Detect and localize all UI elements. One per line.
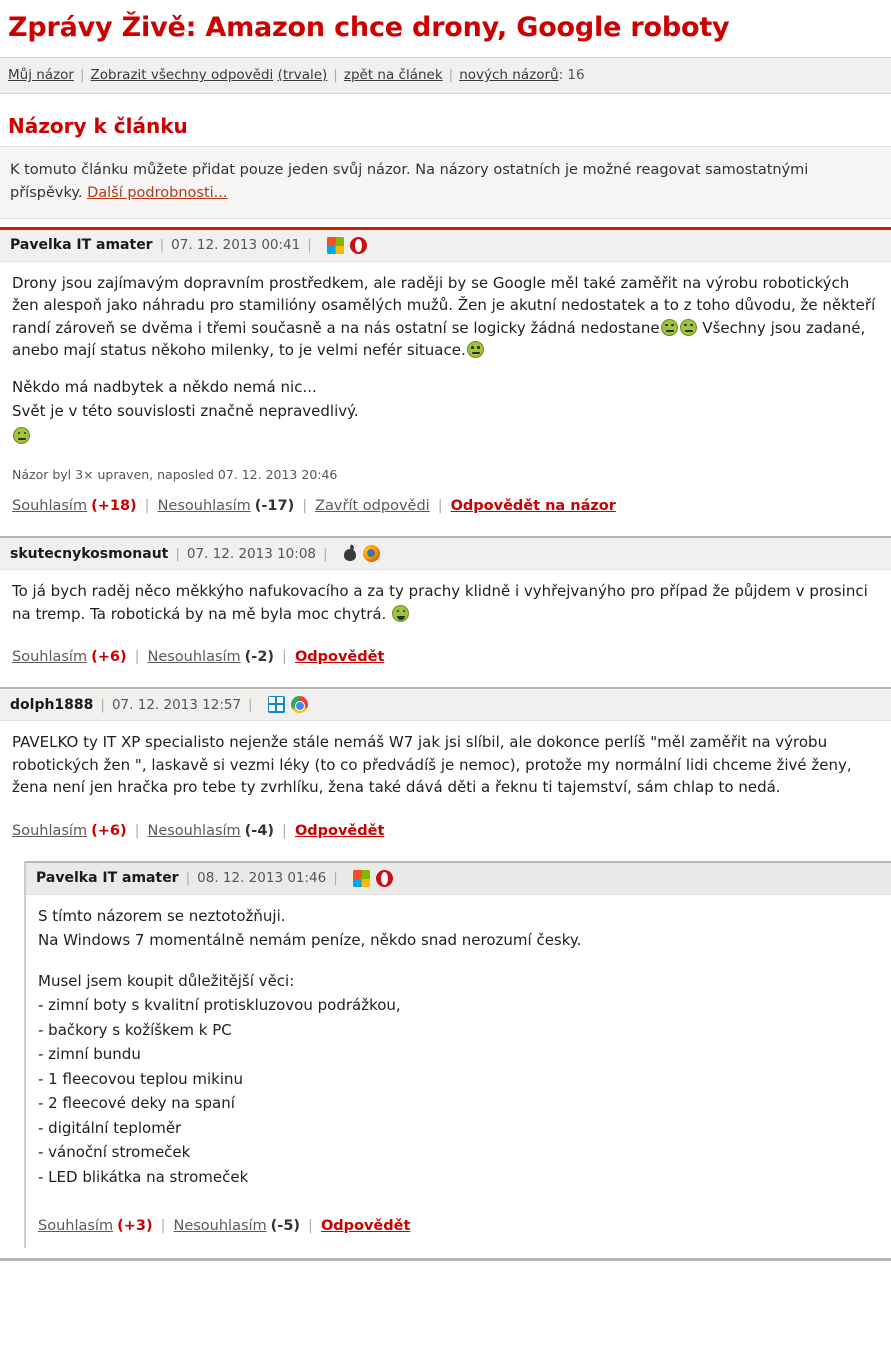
comment-header [0,230,891,262]
comment-body [0,262,891,466]
smiley-sad-icon [467,341,484,358]
smiley-sad-icon [680,319,697,336]
header-separator: | [100,696,105,713]
comment-text: Drony jsou zajímavým dopravním prostředkem, ale raději by se Google měl také zaměřit na výrobu robotických žen alespoň jako náhradu pro stamilióny osamělých mužů. Žen je akutní nedostatek a to z toho důvodu, že někteří randí zároveň se dvěma i třemi současně a na nás ostatní se logicky žádná nedostane [12,273,876,337]
comment-actions [0,817,891,853]
permanent-link[interactable]: (trvale) [277,67,328,84]
reply-link[interactable]: Odpovědět [294,649,385,666]
comment-line: Na Windows 7 momentálně nemám peníze, někdo snad nerozumí česky. [38,931,582,950]
disagree-count: (-5) [270,1218,301,1235]
disagree-link[interactable]: Nesouhlasím [173,1218,267,1235]
notice-box [0,146,891,219]
action-separator: | [160,1218,166,1235]
smiley-grin-icon [392,605,409,622]
comment-header [26,863,891,895]
close-replies-link[interactable]: Zavřít odpovědi [315,498,430,515]
toolbar-separator-1: | [79,67,85,84]
action-separator: | [437,498,443,515]
action-separator: | [282,649,287,666]
disagree-count: (-4) [244,822,275,839]
agree-link[interactable]: Souhlasím [12,822,88,839]
comment-paragraph: Svět je v této souvislosti značně nepravedlivý. [12,402,359,421]
comment-header [0,689,891,721]
comment-line: - digitální teploměr [38,1118,182,1137]
windows-xp-icon [353,870,370,887]
notice-text: K tomuto článku můžete přidat pouze jeden svůj názor. Na názory ostatních je možné reagovat samostatnými příspěvky. [10,162,809,201]
comment-header [0,538,891,570]
disagree-count: (-2) [244,649,275,666]
comment-item [0,536,891,679]
comment-line: - zimní bundu [38,1045,141,1064]
comment-item [0,687,891,853]
header-separator: | [333,870,338,887]
action-separator: | [144,498,150,515]
comment-date: 07. 12. 2013 00:41 [171,237,301,254]
comment-text: To já bych raděj něco měkkýho nafukovacího a za ty prachy klidně i vyhřejvanýho pro případ že půjdem v prosinci na tremp. Ta robotická by na mě byla moc chytrá. [12,582,868,623]
opera-icon [350,237,367,254]
comment-actions [26,1212,891,1248]
windows-8-icon [268,696,285,713]
comments-list [0,227,891,1262]
comment-paragraph: PAVELKO ty IT XP specialisto nejenže stále nemáš W7 jak jsi slíbil, ale dokonce perlíš "měl zaměřit na výrobu robotických žen ", laskavě si vezmi léky (to co předvádíš je nemoc), protože my normální lidi chceme živé ženy, žena není jen hračka pro tebe ty zvrhlíku, žena také dává děti a řeknu ti tajemství, sám chlap to nedá. [12,733,852,797]
comment-paragraph: Někdo má nadbytek a někdo nemá nic... [12,377,317,396]
smiley-sad-icon [13,427,30,444]
comment-date: 07. 12. 2013 10:08 [186,545,316,562]
agree-count: (+6) [91,649,127,666]
comment-date: 07. 12. 2013 12:57 [111,696,242,713]
toolbar [0,57,891,94]
action-separator: | [302,498,308,515]
agree-link[interactable]: Souhlasím [12,498,88,515]
comment-body [0,570,891,643]
header-separator: | [185,870,191,887]
toolbar-separator-3: | [448,67,454,84]
comment-actions [0,643,891,679]
comment-author: Pavelka IT amater [36,870,179,887]
my-opinion-link[interactable]: Můj názor [8,67,74,84]
show-all-replies-link[interactable]: Zobrazit všechny odpovědi [90,67,274,84]
edit-note: Názor byl 3× upraven, naposled 07. 12. 2013 20:46 [12,467,338,483]
comment-item-nested [24,861,891,1249]
comment-paragraph [12,272,879,362]
comment-line: Musel jsem koupit důležitější věci: [38,971,295,990]
bottom-divider [0,1258,891,1261]
smiley-sad-icon [661,319,678,336]
agree-count: (+18) [91,498,137,515]
new-opinions-count: : 16 [558,67,585,84]
client-icons [353,870,393,887]
section-title: Názory k článku [8,114,188,139]
chrome-icon [291,696,308,713]
new-opinions-link[interactable]: nových názorů [459,67,559,84]
header-separator: | [248,696,253,713]
back-to-article-link[interactable]: zpět na článek [343,67,443,84]
header-separator: | [323,545,328,562]
comment-line: - 1 fleecovou teplou mikinu [38,1069,244,1088]
action-separator: | [308,1218,313,1235]
comment-paragraph [12,425,879,448]
reply-link[interactable]: Odpovědět na názor [450,498,616,515]
action-separator: | [134,649,140,666]
agree-count: (+6) [91,822,127,839]
toolbar-separator-2: | [333,67,338,84]
comment-body [0,721,891,817]
disagree-link[interactable]: Nesouhlasím [147,649,241,666]
client-icons [268,696,308,713]
disagree-count: (-17) [254,498,295,515]
comment-line: - zimní boty s kvalitní protiskluzovou podrážkou, [38,996,401,1015]
comment-line-blank [38,954,879,968]
comment-text: Všechny jsou zadané, anebo mají status někoho milenky, to je velmi nefér situace. [12,318,866,360]
comment-body [26,895,891,1213]
apple-icon [343,545,357,562]
comment-line: S tímto názorem se neztotožňuji. [38,906,286,925]
comment-line: - 2 fleecové deky na spaní [38,1094,235,1113]
comment-item [0,227,891,529]
comment-paragraph [12,580,879,625]
comment-actions [0,492,891,528]
action-separator: | [134,822,140,839]
windows-xp-icon [327,237,344,254]
agree-count: (+3) [117,1218,153,1235]
agree-link[interactable]: Souhlasím [38,1218,114,1235]
client-icons [343,545,380,562]
comment-author: skutecnykosmonaut [10,545,169,562]
reply-link[interactable]: Odpovědět [294,822,385,839]
opera-icon [376,870,393,887]
agree-link[interactable]: Souhlasím [12,649,88,666]
comment-line: - vánoční stromeček [38,1143,191,1162]
comment-date: 08. 12. 2013 01:46 [197,870,327,887]
comment-author: dolph1888 [10,696,94,713]
header-separator: | [307,237,312,254]
client-icons [327,237,367,254]
disagree-link[interactable]: Nesouhlasím [147,822,241,839]
header-separator: | [175,545,180,562]
notice-more-link[interactable]: Další podrobnosti... [87,184,228,201]
header-separator: | [159,237,165,254]
action-separator: | [282,822,287,839]
comment-line: - LED blikátka na stromeček [38,1167,249,1186]
page-title: Zprávy Živě: Amazon chce drony, Google roboty [8,12,730,43]
reply-link[interactable]: Odpovědět [320,1218,411,1235]
comment-line: - bačkory s kožíškem k PC [38,1020,232,1039]
comment-author: Pavelka IT amater [10,237,153,254]
disagree-link[interactable]: Nesouhlasím [157,498,251,515]
firefox-icon [363,545,380,562]
